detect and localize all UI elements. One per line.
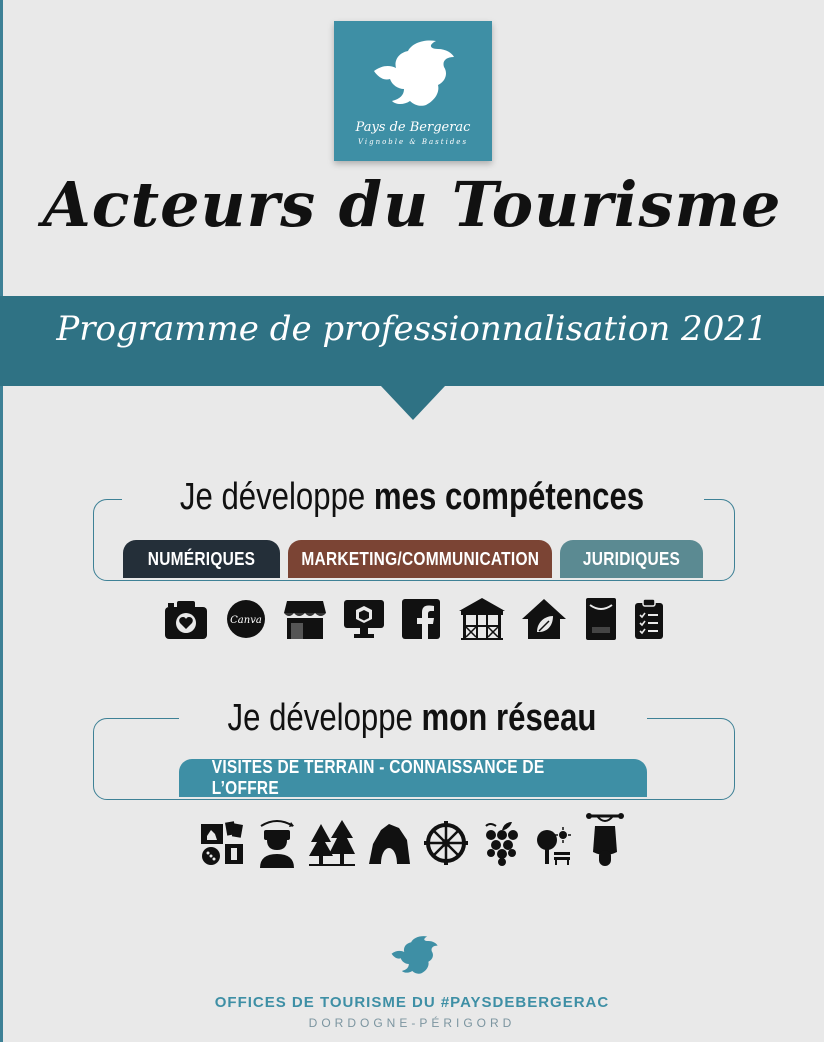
grapes-icon bbox=[482, 820, 522, 866]
board-games-icon bbox=[199, 820, 245, 866]
skills-heading bbox=[74, 476, 750, 519]
network-heading-prefix: Je développe bbox=[227, 697, 422, 739]
camera-heart-icon bbox=[163, 597, 209, 641]
vr-headset-icon bbox=[257, 816, 297, 868]
page-title: Acteurs du Tourisme bbox=[42, 168, 782, 241]
pays-de-bergerac-logo[interactable] bbox=[334, 21, 492, 161]
water-wheel-icon bbox=[424, 820, 468, 866]
pill-numeriques-label: NUMÉRIQUES bbox=[147, 548, 256, 569]
scooter-icon bbox=[585, 812, 625, 868]
badge-icon bbox=[585, 597, 617, 641]
skills-heading-prefix: Je développe bbox=[179, 476, 374, 518]
canva-icon bbox=[226, 599, 266, 639]
facebook-icon bbox=[401, 598, 441, 640]
skills-icons-row bbox=[0, 597, 824, 645]
logo-subtitle: Vignoble & Bastides bbox=[357, 138, 469, 146]
pill-marketing[interactable] bbox=[288, 540, 552, 578]
pill-juridiques-label: JURIDIQUES bbox=[582, 548, 681, 569]
banner-arrow bbox=[381, 386, 445, 420]
pill-visites-label: VISITES DE TERRAIN - CONNAISSANCE DE L’OFFRE bbox=[211, 757, 545, 798]
bird-silhouette-icon bbox=[368, 35, 458, 115]
pill-numeriques[interactable] bbox=[123, 540, 280, 578]
monitor-box-icon bbox=[342, 598, 386, 640]
network-heading bbox=[74, 697, 750, 740]
pill-marketing-label: MARKETING/COMMUNICATION bbox=[301, 548, 539, 569]
cave-icon bbox=[367, 822, 411, 864]
gazebo-icon bbox=[458, 597, 506, 641]
clipboard-checklist-icon bbox=[633, 598, 665, 640]
network-icons-row bbox=[0, 812, 824, 868]
skills-heading-bold: mes compétences bbox=[373, 476, 645, 518]
canva-logo-text: Canva bbox=[230, 615, 262, 626]
eco-house-icon bbox=[521, 598, 567, 640]
shop-awning-icon bbox=[283, 599, 327, 641]
tree-bench-icon bbox=[536, 826, 572, 866]
footer-region: DORDOGNE-PÉRIGORD bbox=[308, 1016, 516, 1030]
pill-juridiques[interactable] bbox=[560, 540, 703, 578]
network-heading-bold: mon réseau bbox=[421, 697, 597, 739]
forest-icon bbox=[309, 820, 355, 866]
left-border-line bbox=[0, 0, 3, 1042]
footer-offices: OFFICES DE TOURISME DU #PAYSDEBERGERAC bbox=[214, 994, 610, 1011]
logo-name: Pays de Bergerac bbox=[355, 120, 471, 135]
footer-bird-logo-icon bbox=[386, 933, 442, 979]
banner-title: Programme de professionnalisation 2021 bbox=[56, 309, 768, 349]
pill-visites[interactable] bbox=[179, 759, 647, 797]
